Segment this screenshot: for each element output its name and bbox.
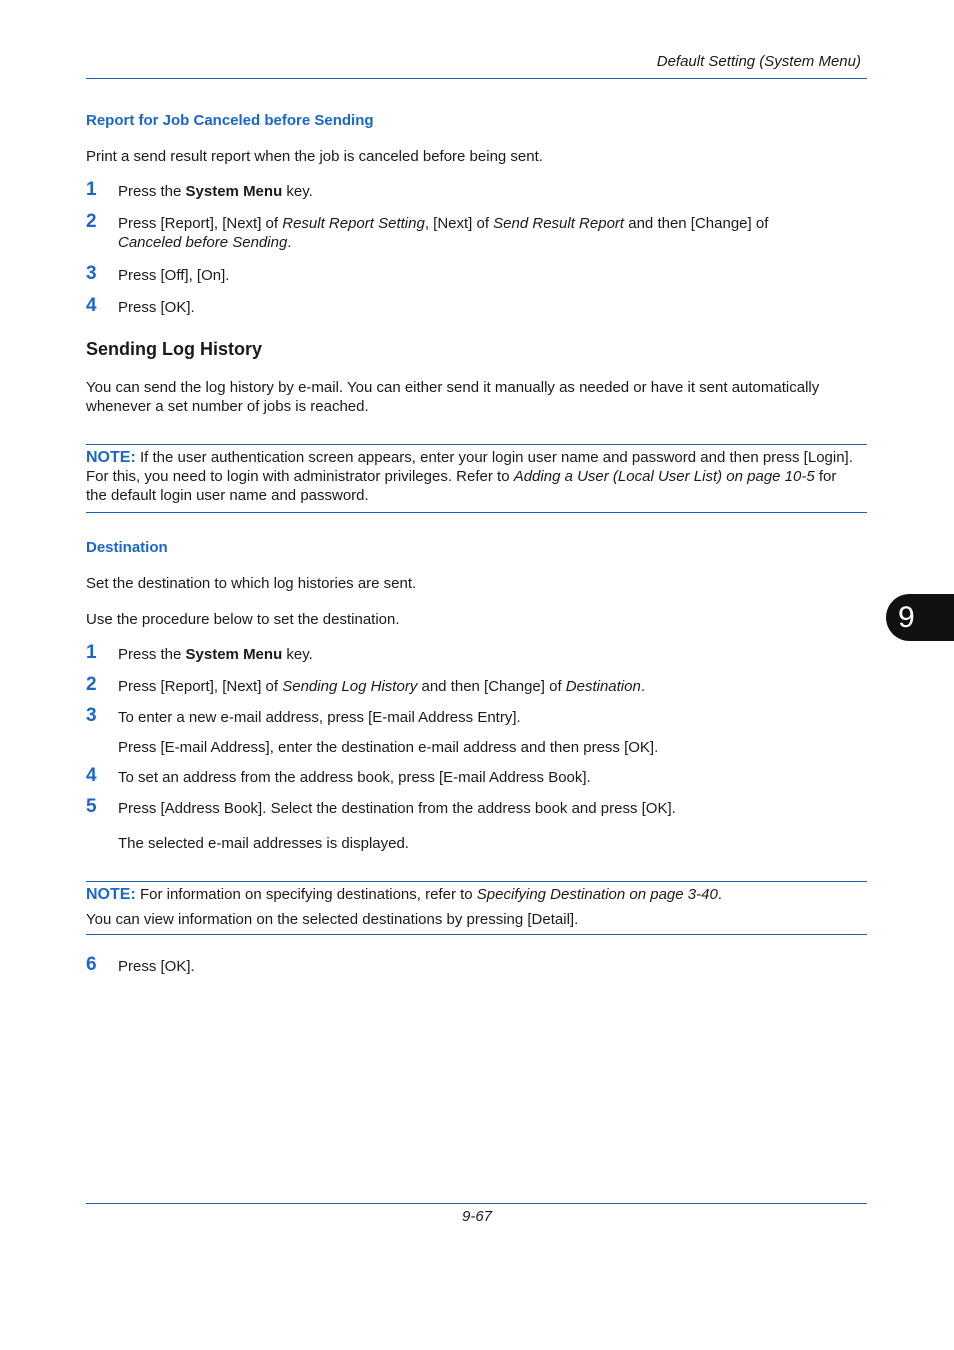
- note-destination: NOTE: For information on specifying destinations, refer to Specifying Destination on page 3-40.: [86, 886, 722, 903]
- note-rule-top: [86, 881, 867, 882]
- step-number: 4: [86, 765, 97, 786]
- page-number: 9-67: [461, 1208, 493, 1225]
- header-rule: [86, 78, 867, 79]
- note-rule-bottom: [86, 512, 867, 513]
- step-text: Press [Off], [On].: [118, 267, 230, 284]
- step-subtext: The selected e-mail addresses is displayed.: [118, 835, 409, 852]
- step-number: 1: [86, 179, 97, 200]
- step-number: 4: [86, 295, 97, 316]
- step-number: 2: [86, 211, 97, 232]
- section-intro: You can send the log history by e-mail. You can either send it manually as needed or have it sent automatically whenever a set number of jobs is reached.: [86, 379, 820, 415]
- note-rule-top: [86, 444, 867, 445]
- step-number: 1: [86, 642, 97, 663]
- chapter-tab: 9: [886, 594, 954, 641]
- step-number: 3: [86, 263, 97, 284]
- destination-intro: Set the destination to which log histories are sent.: [86, 575, 417, 592]
- step-text: Press [Address Book]. Select the destination from the address book and press [OK].: [118, 800, 676, 817]
- section-intro: Print a send result report when the job is canceled before being sent.: [86, 148, 543, 165]
- note-destination-line2: You can view information on the selected destinations by pressing [Detail].: [86, 911, 579, 928]
- subsection-heading-destination: Destination: [86, 539, 168, 556]
- step-text: To set an address from the address book, press [E-mail Address Book].: [118, 769, 591, 786]
- step-text: Press the System Menu key.: [118, 183, 313, 200]
- note-rule-bottom: [86, 934, 867, 935]
- step-number: 5: [86, 796, 97, 817]
- note-auth: NOTE: If the user authentication screen appears, enter your login user name and password and then press [Login]. For this, you need to login with administrator privileges. Refer to Adding a User (Local User List) on page 10-5 for the default login user name and password.: [86, 449, 853, 504]
- step-number: 2: [86, 674, 97, 695]
- step-text: Press [OK].: [118, 299, 195, 316]
- note-label: NOTE:: [86, 886, 136, 903]
- step-text: Press [Report], [Next] of Sending Log History and then [Change] of Destination.: [118, 678, 645, 695]
- destination-intro-procedure: Use the procedure below to set the destination.: [86, 611, 400, 628]
- step-text: Press [Report], [Next] of Result Report Setting, [Next] of Send Result Report and then [Change] of Canceled before Sending.: [118, 215, 769, 251]
- section-heading-sending-log: Sending Log History: [86, 339, 263, 359]
- footer-rule: [86, 1203, 867, 1204]
- step-number: 3: [86, 705, 97, 726]
- running-header: Default Setting (System Menu): [656, 53, 861, 70]
- section-heading-report-canceled: Report for Job Canceled before Sending: [86, 112, 374, 129]
- step-text: Press [OK].: [118, 958, 195, 975]
- step-subtext: Press [E-mail Address], enter the destination e-mail address and then press [OK].: [118, 739, 659, 756]
- step-text: To enter a new e-mail address, press [E-mail Address Entry].: [118, 709, 521, 726]
- step-text: Press the System Menu key.: [118, 646, 313, 663]
- step-number: 6: [86, 954, 97, 975]
- note-label: NOTE:: [86, 449, 136, 466]
